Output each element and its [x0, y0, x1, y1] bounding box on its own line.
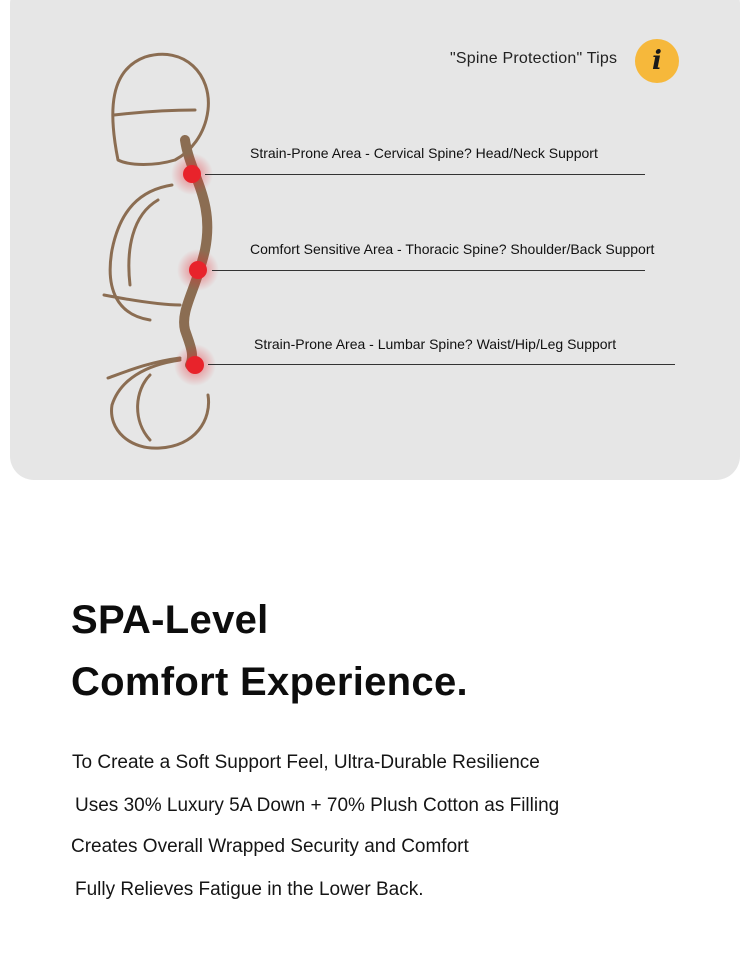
zone-line-thoracic: [212, 270, 645, 271]
heading-line-1: SPA-Level: [71, 598, 269, 642]
body-line-4: Fully Relieves Fatigue in the Lower Back.: [75, 879, 424, 900]
heading-line-2: Comfort Experience.: [71, 660, 468, 704]
tips-title: "Spine Protection" Tips: [450, 50, 618, 67]
zone-label-thoracic: Comfort Sensitive Area - Thoracic Spine? Shoulder/Back Support: [250, 241, 655, 257]
body-line-1: To Create a Soft Support Feel, Ultra-Durable Resilience: [72, 752, 540, 773]
body-line-2: Uses 30% Luxury 5A Down + 70% Plush Cotton as Filling: [75, 795, 560, 816]
zone-line-cervical: [205, 174, 645, 175]
body-line-3: Creates Overall Wrapped Security and Comfort: [71, 836, 469, 857]
zone-label-lumbar: Strain-Prone Area - Lumbar Spine? Waist/Hip/Leg Support: [254, 336, 617, 352]
zone-label-cervical: Strain-Prone Area - Cervical Spine? Head/Neck Support: [250, 145, 598, 161]
zone-line-lumbar: [208, 364, 675, 365]
lumbar-hotspot: [174, 344, 216, 386]
info-icon: i: [635, 39, 679, 83]
